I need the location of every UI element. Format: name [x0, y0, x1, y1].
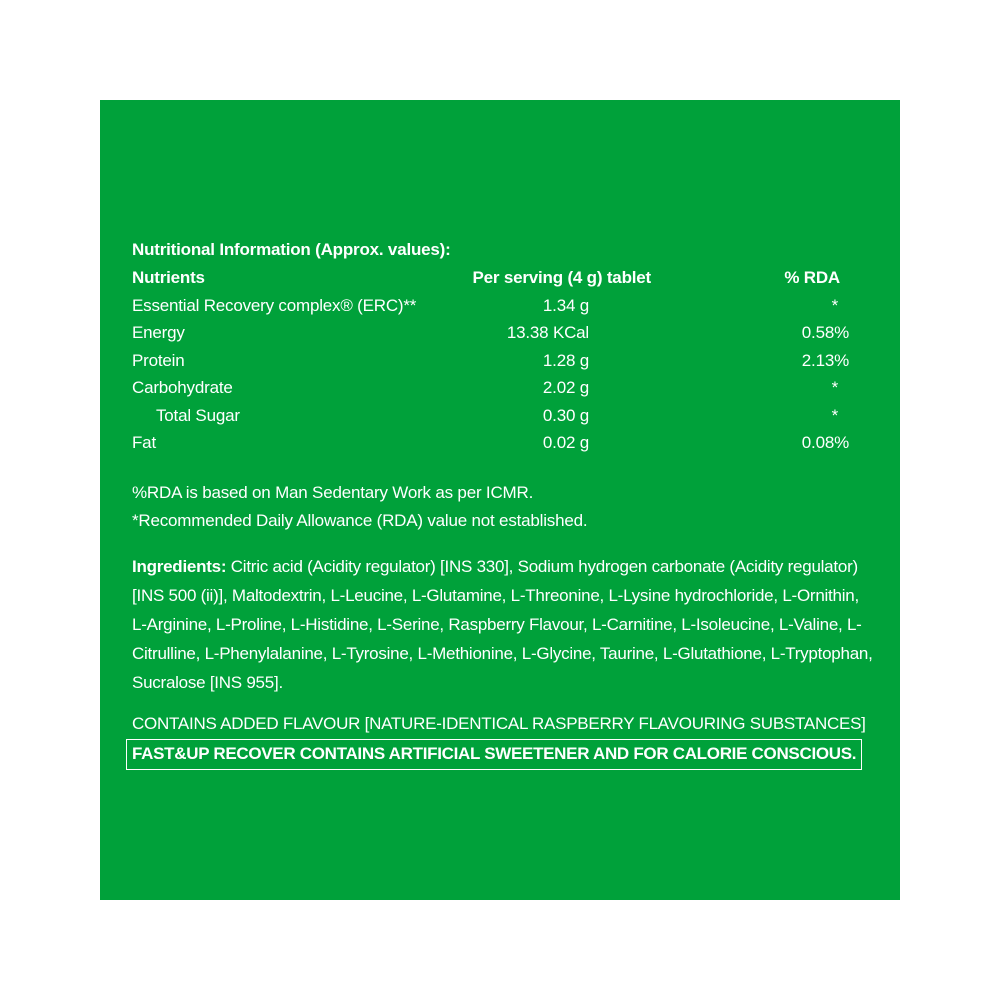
nutrient-serving: 0.02 g [542, 433, 589, 452]
nutrient-name: Fat [132, 433, 156, 452]
nutrient-name: Protein [132, 350, 185, 370]
table-row [132, 319, 872, 347]
nutrient-name: Essential Recovery complex® (ERC)** [132, 295, 417, 315]
nutrient-serving: 13.38 KCal [506, 323, 589, 342]
nutrient-rda: 2.13% [801, 350, 849, 370]
nutrition-label-panel [100, 100, 900, 900]
nutrient-name: Energy [132, 323, 185, 342]
table-row [132, 374, 872, 402]
table-row [132, 347, 872, 375]
nutrient-rda: * [831, 295, 838, 315]
table-row [132, 292, 872, 320]
table-row [132, 402, 872, 430]
header-nutrients: Nutrients [132, 268, 205, 287]
nutrition-label-content [132, 236, 872, 770]
flavour-statement: CONTAINS ADDED FLAVOUR [NATURE-IDENTICAL RASPBERRY FLAVOURING SUBSTANCES] [132, 713, 866, 733]
nutrient-serving: 1.34 g [542, 295, 589, 315]
ingredients-text: Citric acid (Acidity regulator) [INS 330], Sodium hydrogen carbonate (Acidity regulator) [INS 500 (ii)], Maltodextrin, L-Leucine, L-Glutamine, L-Threonine, L-Lysine hydrochloride, L-Ornithin, L-Arginine, L-Proline, L-Histidine, L-Serine, Raspberry Flavour, L-Carnitine, L-Isoleucine, L-Valine, L-Citrulline, L-Phenylalanine, L-Tyrosine, L-Methionine, L-Glycine, Taurine, L-Glutathione, L-Tryptophan, Sucralose [INS 955]. [132, 556, 873, 693]
rda-basis-note: %RDA is based on Man Sedentary Work as per ICMR. [132, 482, 534, 502]
rda-footnote: *Recommended Daily Allowance (RDA) value not established. [132, 510, 588, 530]
ingredients-label: Ingredients: [132, 556, 227, 576]
nutrient-rda: 0.58% [801, 323, 849, 342]
nutrient-serving: 2.02 g [542, 378, 589, 397]
nutrient-serving: 0.30 g [542, 405, 589, 425]
nutrient-rda: 0.08% [801, 433, 849, 452]
ingredients-paragraph [132, 552, 877, 698]
nutrient-name: Carbohydrate [132, 378, 233, 397]
sweetener-warning-box: FAST&UP RECOVER CONTAINS ARTIFICIAL SWEETENER AND FOR CALORIE CONSCIOUS. [126, 739, 862, 770]
table-header-row [132, 264, 872, 292]
table-row [132, 429, 872, 457]
nutrient-rda: * [831, 378, 838, 397]
rda-notes [132, 479, 872, 535]
header-serving: Per serving (4 g) tablet [472, 268, 651, 287]
nutrition-heading: Nutritional Information (Approx. values): [132, 240, 451, 259]
header-rda: % RDA [784, 268, 840, 287]
nutrient-serving: 1.28 g [542, 350, 589, 370]
nutrient-name: Total Sugar [156, 405, 240, 425]
nutrient-rda: * [831, 405, 838, 425]
